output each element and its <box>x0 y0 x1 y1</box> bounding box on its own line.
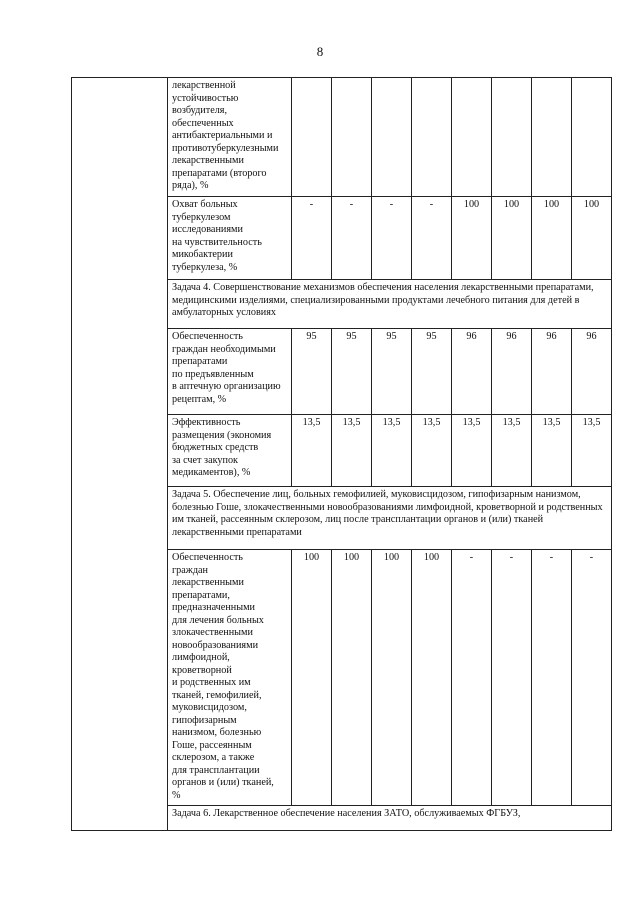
value-cell: - <box>292 197 332 280</box>
indicator-name: Эффективность размещения (экономия бюджетных средств за счет закупок медикаментов), % <box>168 415 292 487</box>
value-cell <box>372 78 412 197</box>
value-cell: 100 <box>372 550 412 806</box>
value-cell <box>292 78 332 197</box>
value-cell: - <box>452 550 492 806</box>
value-cell: - <box>532 550 572 806</box>
indicator-name: Обеспеченность граждан необходимыми препаратами по предъявленным в аптечную организацию рецептам, % <box>168 329 292 415</box>
table-row <box>72 78 612 197</box>
value-cell: - <box>572 550 612 806</box>
value-cell <box>412 78 452 197</box>
value-cell: 100 <box>292 550 332 806</box>
value-cell: 100 <box>452 197 492 280</box>
value-cell: 100 <box>492 197 532 280</box>
value-cell: 100 <box>332 550 372 806</box>
value-cell: 13,5 <box>372 415 412 487</box>
value-cell: 13,5 <box>332 415 372 487</box>
value-cell: 13,5 <box>292 415 332 487</box>
left-blank-cell <box>72 78 168 831</box>
value-cell: 96 <box>492 329 532 415</box>
value-cell <box>492 78 532 197</box>
value-cell <box>532 78 572 197</box>
value-cell <box>452 78 492 197</box>
value-cell: 95 <box>412 329 452 415</box>
value-cell: 95 <box>332 329 372 415</box>
value-cell: 100 <box>572 197 612 280</box>
value-cell: 13,5 <box>572 415 612 487</box>
value-cell: 95 <box>292 329 332 415</box>
value-cell: 13,5 <box>452 415 492 487</box>
value-cell <box>572 78 612 197</box>
value-cell: - <box>412 197 452 280</box>
value-cell <box>332 78 372 197</box>
task-heading: Задача 5. Обеспечение лиц, больных гемофилией, муковисцидозом, гипофизарным нанизмом, болезнью Гоше, злокачественными новообразованиями лимфоидной, кроветворной и родственных им тканей, рассеянным склерозом, лиц после трансплантации органов и (или) тканей лекарственными препаратами <box>168 487 612 550</box>
indicator-table <box>71 77 612 831</box>
value-cell: 13,5 <box>412 415 452 487</box>
indicator-name: Обеспеченность граждан лекарственными препаратами, предназначенными для лечения больных злокачественными новообразованиями лимфоидной, кроветворной и родственных им тканей, гемофилией, муковисцидозом, гипофизарным нанизмом, болезнью Гоше, рассеянным склерозом, а также для трансплантации органов и (или) тканей, % <box>168 550 292 806</box>
value-cell: 95 <box>372 329 412 415</box>
task-heading: Задача 4. Совершенствование механизмов обеспечения населения лекарственными препаратами, медицинскими изделиями, специализированными продуктами лечебного питания для детей в амбулаторных условиях <box>168 280 612 329</box>
value-cell: - <box>372 197 412 280</box>
value-cell: - <box>332 197 372 280</box>
indicator-name: лекарственной устойчивостью возбудителя, обеспеченных антибактериальными и противотуберкулезными лекарственными препаратами (второго ряда), % <box>168 78 292 197</box>
value-cell: 96 <box>452 329 492 415</box>
value-cell: 96 <box>572 329 612 415</box>
value-cell: 13,5 <box>532 415 572 487</box>
indicator-name: Охват больных туберкулезом исследованиями на чувствительность микобактерии туберкулеза, % <box>168 197 292 280</box>
page-number: 8 <box>316 44 324 59</box>
value-cell: 100 <box>532 197 572 280</box>
value-cell: - <box>492 550 532 806</box>
value-cell: 13,5 <box>492 415 532 487</box>
value-cell: 100 <box>412 550 452 806</box>
task-heading: Задача 6. Лекарственное обеспечение населения ЗАТО, обслуживаемых ФГБУЗ, <box>168 806 612 831</box>
value-cell: 96 <box>532 329 572 415</box>
